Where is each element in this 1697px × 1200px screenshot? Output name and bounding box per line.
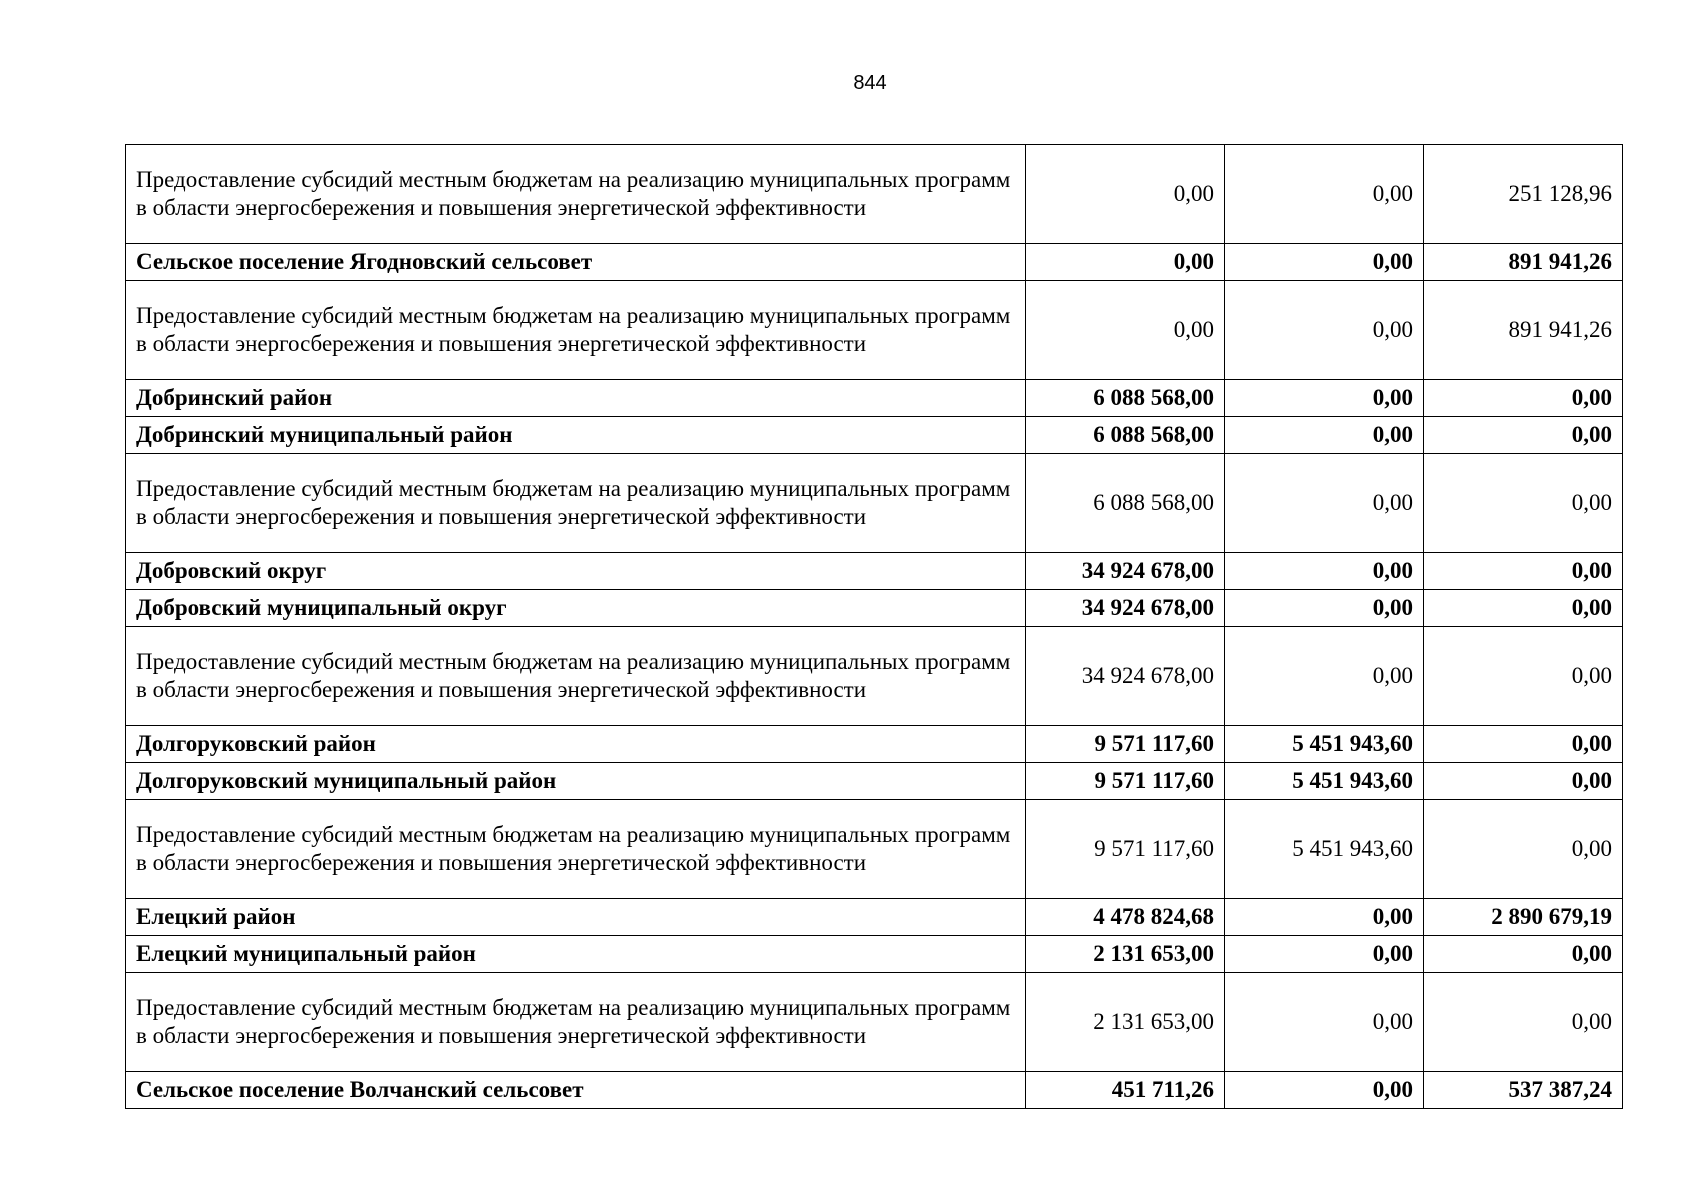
row-value-3: 0,00 xyxy=(1424,627,1623,726)
row-value-1: 9 571 117,60 xyxy=(1026,726,1225,763)
table-row xyxy=(126,936,1623,973)
table-row xyxy=(126,553,1623,590)
table-row xyxy=(126,417,1623,454)
table-row xyxy=(126,1072,1623,1109)
row-value-3: 251 128,96 xyxy=(1424,145,1623,244)
row-value-1: 34 924 678,00 xyxy=(1026,553,1225,590)
row-value-2: 0,00 xyxy=(1225,244,1424,281)
row-name: Предоставление субсидий местным бюджетам на реализацию муниципальных программ в области энергосбережения и повышения энергетической эффективности xyxy=(126,627,1026,726)
table-row xyxy=(126,281,1623,380)
row-value-3: 0,00 xyxy=(1424,380,1623,417)
budget-table xyxy=(125,144,1623,1109)
table-row xyxy=(126,899,1623,936)
row-value-1: 451 711,26 xyxy=(1026,1072,1225,1109)
row-value-2: 0,00 xyxy=(1225,1072,1424,1109)
row-value-1: 0,00 xyxy=(1026,281,1225,380)
row-value-1: 6 088 568,00 xyxy=(1026,380,1225,417)
table-row xyxy=(126,726,1623,763)
table-row xyxy=(126,454,1623,553)
row-value-2: 0,00 xyxy=(1225,973,1424,1072)
row-value-3: 0,00 xyxy=(1424,973,1623,1072)
row-value-3: 0,00 xyxy=(1424,763,1623,800)
row-value-1: 4 478 824,68 xyxy=(1026,899,1225,936)
table-row xyxy=(126,800,1623,899)
row-value-1: 2 131 653,00 xyxy=(1026,973,1225,1072)
row-value-2: 0,00 xyxy=(1225,417,1424,454)
row-name: Сельское поселение Волчанский сельсовет xyxy=(126,1072,1026,1109)
row-value-3: 0,00 xyxy=(1424,417,1623,454)
row-value-2: 5 451 943,60 xyxy=(1225,726,1424,763)
row-name: Долгоруковский район xyxy=(126,726,1026,763)
row-name: Предоставление субсидий местным бюджетам на реализацию муниципальных программ в области энергосбережения и повышения энергетической эффективности xyxy=(126,454,1026,553)
row-value-3: 891 941,26 xyxy=(1424,244,1623,281)
table-row xyxy=(126,590,1623,627)
row-value-1: 34 924 678,00 xyxy=(1026,627,1225,726)
budget-table-body xyxy=(126,145,1623,1109)
table-row xyxy=(126,380,1623,417)
row-value-2: 0,00 xyxy=(1225,899,1424,936)
row-value-3: 0,00 xyxy=(1424,726,1623,763)
row-name: Предоставление субсидий местным бюджетам на реализацию муниципальных программ в области энергосбережения и повышения энергетической эффективности xyxy=(126,145,1026,244)
row-value-3: 0,00 xyxy=(1424,800,1623,899)
row-value-1: 9 571 117,60 xyxy=(1026,763,1225,800)
page-number: 844 xyxy=(853,72,887,94)
row-value-1: 6 088 568,00 xyxy=(1026,454,1225,553)
row-name: Сельское поселение Ягодновский сельсовет xyxy=(126,244,1026,281)
table-row xyxy=(126,763,1623,800)
row-value-1: 0,00 xyxy=(1026,244,1225,281)
row-value-2: 5 451 943,60 xyxy=(1225,763,1424,800)
table-row xyxy=(126,973,1623,1072)
table-row xyxy=(126,627,1623,726)
row-value-1: 2 131 653,00 xyxy=(1026,936,1225,973)
row-name: Елецкий муниципальный район xyxy=(126,936,1026,973)
row-value-3: 0,00 xyxy=(1424,553,1623,590)
row-value-3: 0,00 xyxy=(1424,936,1623,973)
table-row xyxy=(126,145,1623,244)
row-name: Предоставление субсидий местным бюджетам на реализацию муниципальных программ в области энергосбережения и повышения энергетической эффективности xyxy=(126,281,1026,380)
row-value-1: 34 924 678,00 xyxy=(1026,590,1225,627)
row-value-2: 0,00 xyxy=(1225,145,1424,244)
row-name: Долгоруковский муниципальный район xyxy=(126,763,1026,800)
row-value-2: 0,00 xyxy=(1225,936,1424,973)
row-value-1: 6 088 568,00 xyxy=(1026,417,1225,454)
row-value-2: 0,00 xyxy=(1225,590,1424,627)
row-value-1: 0,00 xyxy=(1026,145,1225,244)
row-name: Елецкий район xyxy=(126,899,1026,936)
row-value-2: 0,00 xyxy=(1225,627,1424,726)
row-value-2: 0,00 xyxy=(1225,454,1424,553)
row-value-2: 0,00 xyxy=(1225,553,1424,590)
row-name: Добринский район xyxy=(126,380,1026,417)
row-value-2: 0,00 xyxy=(1225,281,1424,380)
row-value-2: 5 451 943,60 xyxy=(1225,800,1424,899)
row-value-3: 2 890 679,19 xyxy=(1424,899,1623,936)
table-row xyxy=(126,244,1623,281)
row-name: Добринский муниципальный район xyxy=(126,417,1026,454)
row-name: Предоставление субсидий местным бюджетам на реализацию муниципальных программ в области энергосбережения и повышения энергетической эффективности xyxy=(126,800,1026,899)
row-value-3: 891 941,26 xyxy=(1424,281,1623,380)
row-value-3: 0,00 xyxy=(1424,454,1623,553)
row-value-1: 9 571 117,60 xyxy=(1026,800,1225,899)
row-name: Добровский округ xyxy=(126,553,1026,590)
row-name: Добровский муниципальный округ xyxy=(126,590,1026,627)
row-name: Предоставление субсидий местным бюджетам на реализацию муниципальных программ в области энергосбережения и повышения энергетической эффективности xyxy=(126,973,1026,1072)
row-value-3: 537 387,24 xyxy=(1424,1072,1623,1109)
row-value-3: 0,00 xyxy=(1424,590,1623,627)
row-value-2: 0,00 xyxy=(1225,380,1424,417)
